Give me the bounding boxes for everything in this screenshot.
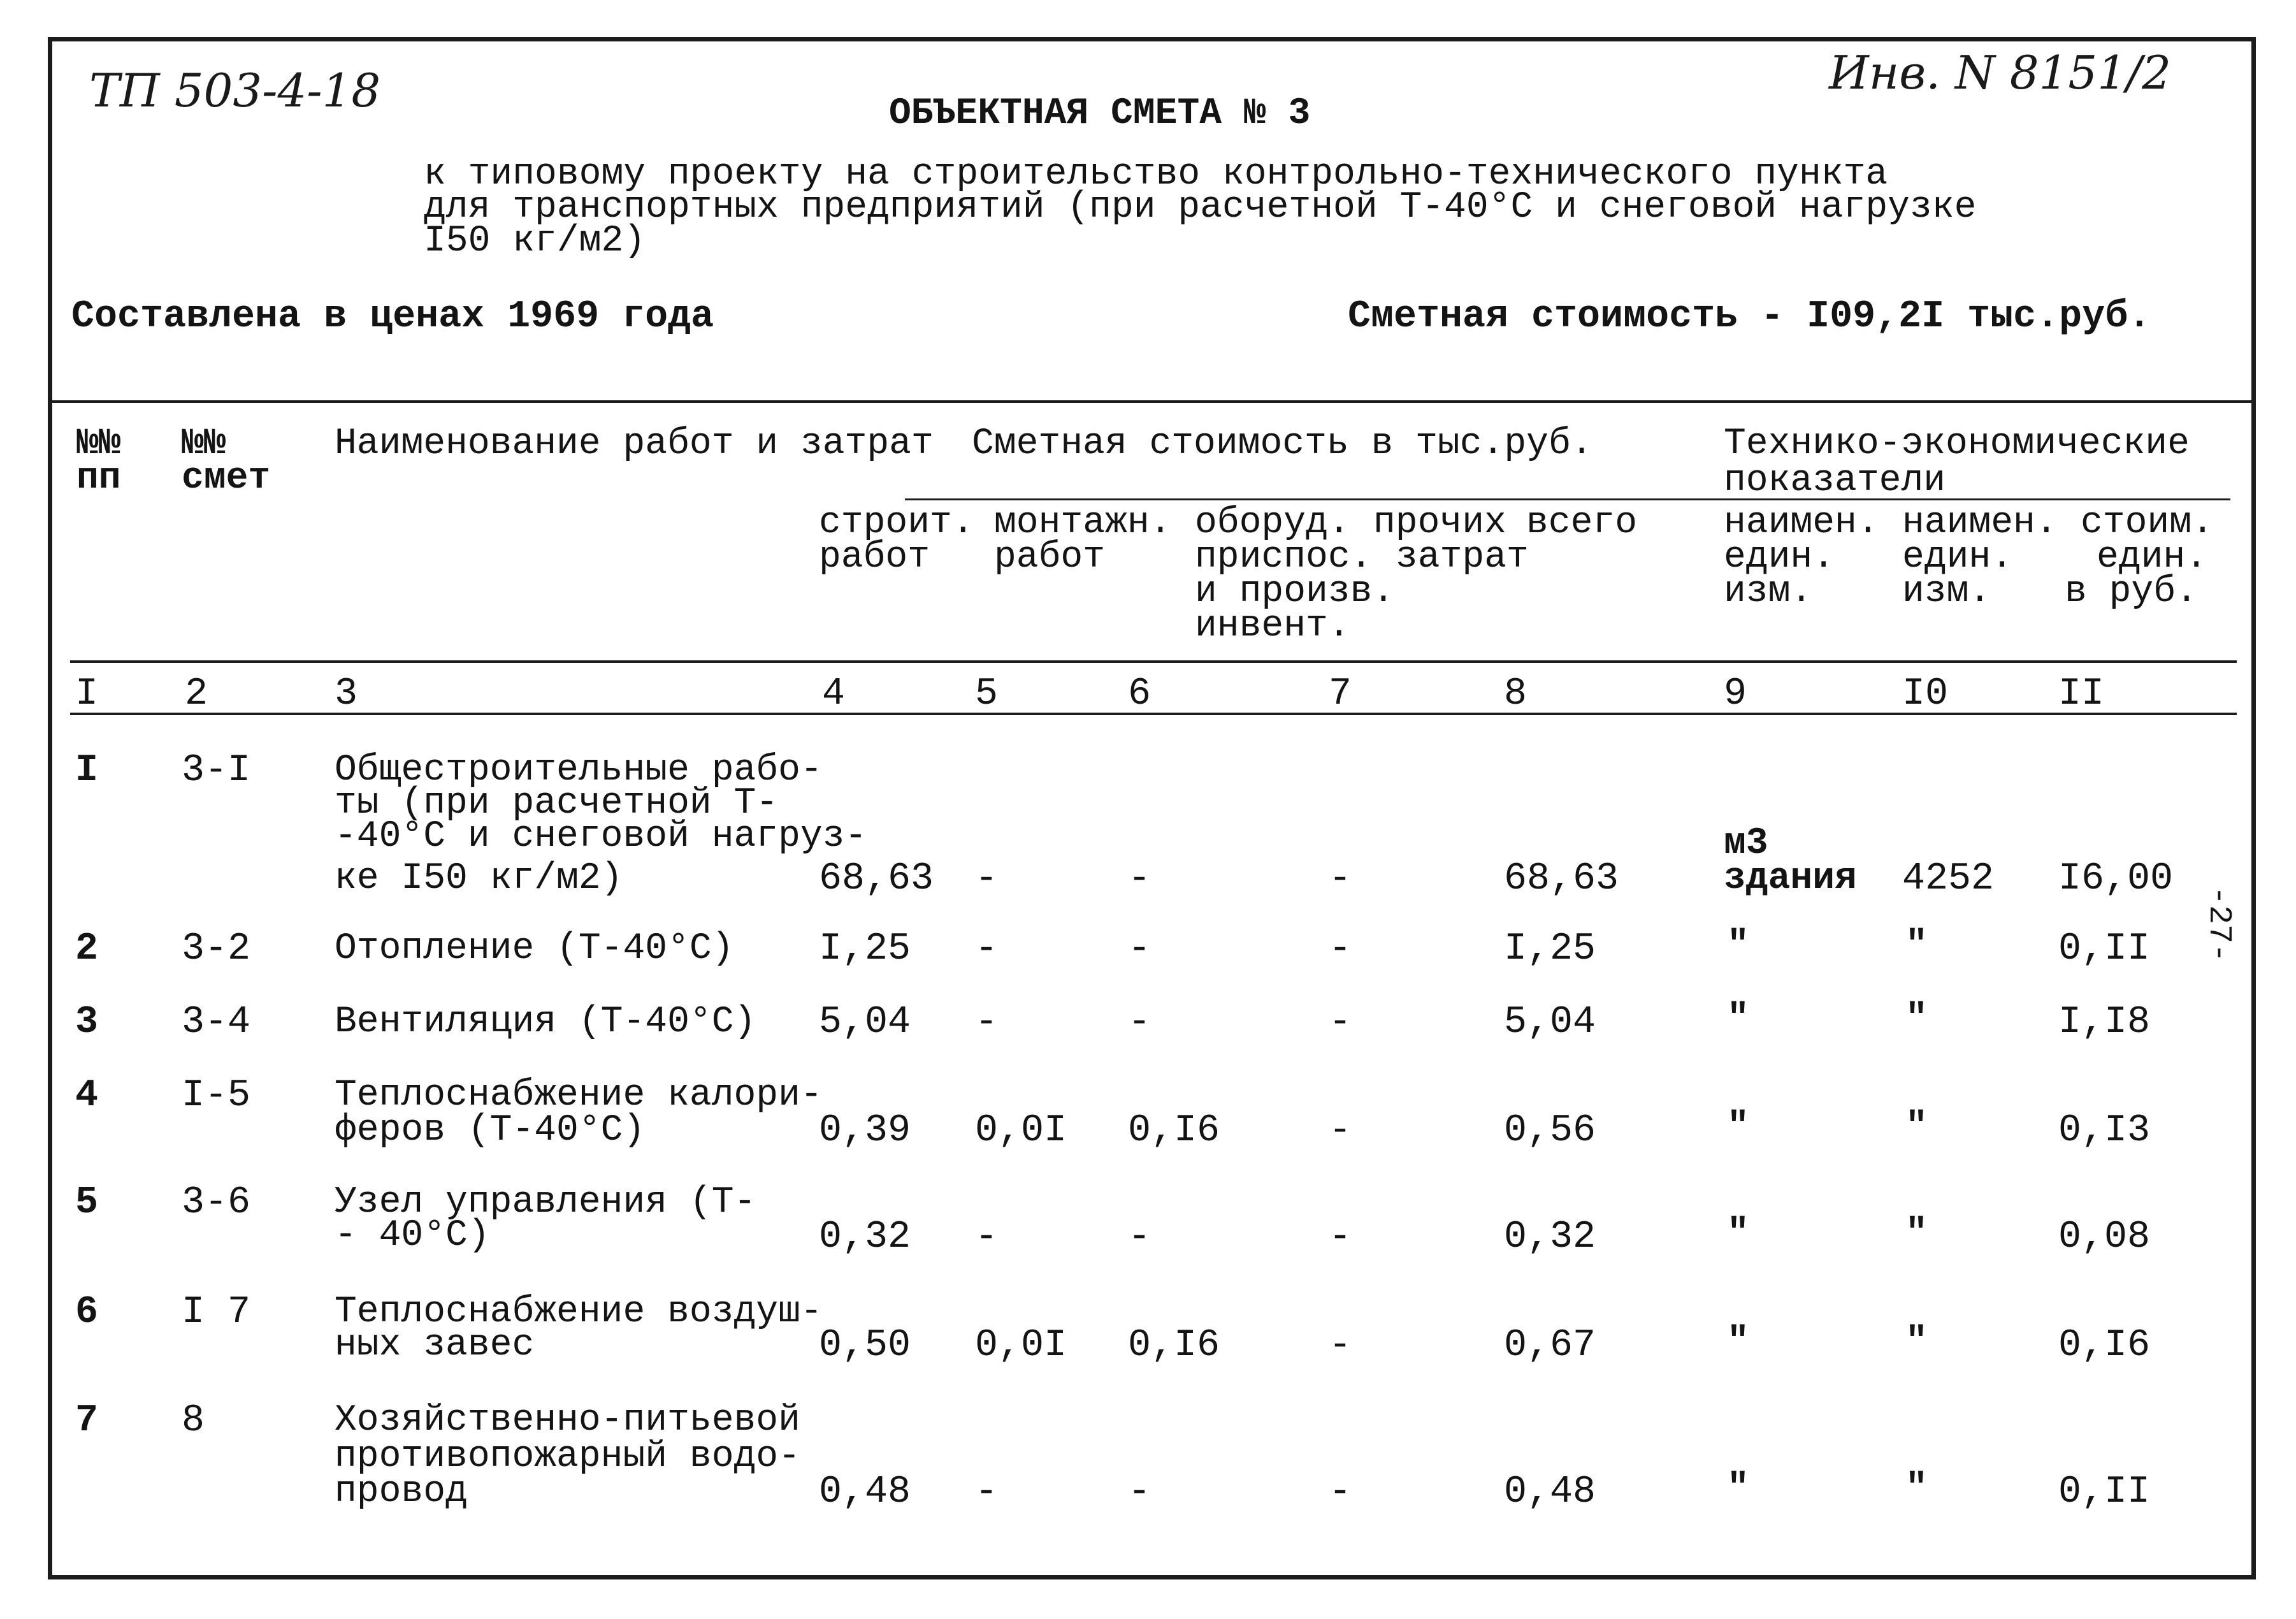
document-code: ТП 503-4-18 bbox=[89, 64, 381, 117]
row-name: ных завес bbox=[335, 1325, 535, 1366]
row-name: Вентиляция (Т-40°С) bbox=[335, 1001, 756, 1043]
row-c6: - bbox=[1128, 1216, 1152, 1259]
column-number: 5 bbox=[975, 672, 999, 716]
header-col4: строит. bbox=[819, 502, 974, 544]
column-number: 7 bbox=[1329, 672, 1352, 716]
header-col9: наимен. bbox=[1724, 502, 1879, 544]
row-c11: I6,00 bbox=[2058, 857, 2174, 901]
header-col6: инвент. bbox=[1195, 606, 1350, 647]
page-number: -27- bbox=[2200, 886, 2237, 963]
header-col8: всего bbox=[1526, 502, 1638, 544]
row-c4: I,25 bbox=[819, 927, 911, 971]
row-name: противопожарный водо- bbox=[335, 1436, 800, 1477]
header-col11: в руб. bbox=[2065, 571, 2198, 613]
header-col1: №№ bbox=[76, 423, 121, 465]
row-c7: - bbox=[1329, 1216, 1352, 1259]
row-c11: 0,II bbox=[2058, 927, 2151, 971]
row-c8: 68,63 bbox=[1504, 857, 1619, 901]
row-name: ты (при расчетной Т- bbox=[335, 783, 779, 824]
row-smeta: 3-I bbox=[182, 749, 251, 792]
row-c9: м3 bbox=[1724, 823, 1768, 864]
header-bottom-line bbox=[70, 660, 2237, 663]
row-c11: 0,08 bbox=[2058, 1216, 2151, 1259]
header-col9: един. bbox=[1724, 537, 1835, 578]
column-number: I bbox=[75, 672, 99, 716]
row-index: 6 bbox=[75, 1291, 99, 1334]
row-c6: 0,I6 bbox=[1128, 1324, 1220, 1367]
row-c5: - bbox=[975, 927, 999, 971]
row-c5: - bbox=[975, 857, 999, 901]
header-col10: наимен. bbox=[1902, 502, 2058, 544]
header-subline bbox=[905, 498, 2230, 500]
row-c6: - bbox=[1128, 1470, 1152, 1514]
header-col10: един. bbox=[1902, 537, 2014, 578]
prices-year: Составлена в ценах 1969 года bbox=[71, 295, 714, 338]
row-c7: - bbox=[1329, 1470, 1352, 1514]
row-c4: 0,50 bbox=[819, 1324, 911, 1367]
row-c9: " bbox=[1727, 1468, 1749, 1509]
row-c4: 0,48 bbox=[819, 1470, 911, 1514]
row-name: Хозяйственно-питьевой bbox=[335, 1400, 800, 1441]
row-c10: " bbox=[1905, 1468, 1928, 1509]
row-c6: - bbox=[1128, 857, 1152, 901]
row-name: - 40°С) bbox=[335, 1215, 490, 1256]
header-col7: прочих bbox=[1373, 502, 1506, 544]
row-c6: 0,I6 bbox=[1128, 1109, 1220, 1152]
row-c6: - bbox=[1128, 1001, 1152, 1044]
column-number: 8 bbox=[1504, 672, 1527, 716]
header-col11: стоим. bbox=[2081, 502, 2214, 544]
header-col11: един. bbox=[2097, 537, 2208, 578]
column-number: 3 bbox=[335, 672, 358, 716]
row-smeta: 3-4 bbox=[182, 1001, 251, 1044]
header-col1: пп bbox=[76, 458, 121, 499]
column-number: 6 bbox=[1128, 672, 1152, 716]
row-c11: 0,II bbox=[2058, 1470, 2151, 1514]
row-c9: " bbox=[1727, 998, 1749, 1040]
header-col5: монтажн. bbox=[994, 502, 1172, 544]
row-c5: - bbox=[975, 1001, 999, 1044]
row-smeta: I 7 bbox=[182, 1291, 251, 1334]
row-name: Теплоснабжение калори- bbox=[335, 1075, 823, 1116]
row-c7: - bbox=[1329, 1001, 1352, 1044]
header-col3: Наименование работ и затрат bbox=[335, 423, 934, 465]
row-name: провод bbox=[335, 1471, 468, 1513]
header-col2: №№ bbox=[182, 423, 226, 465]
subtitle-line: I50 кг/м2) bbox=[424, 221, 646, 262]
row-name: Узел управления (Т- bbox=[335, 1182, 756, 1223]
header-col6: и произв. bbox=[1195, 571, 1395, 613]
header-col6: оборуд. bbox=[1195, 502, 1350, 544]
row-index: I bbox=[75, 749, 99, 792]
row-c10: " bbox=[1905, 998, 1928, 1040]
document-title: ОБЪЕКТНАЯ СМЕТА № 3 bbox=[889, 93, 1311, 134]
inventory-number: Инв. N 8151/2 bbox=[1829, 46, 2172, 99]
header-col10: изм. bbox=[1902, 571, 1991, 613]
row-index: 3 bbox=[75, 1001, 99, 1044]
row-index: 2 bbox=[75, 927, 99, 971]
header-col5: работ bbox=[994, 537, 1106, 578]
header-col7: затрат bbox=[1396, 537, 1529, 578]
row-c10: " bbox=[1905, 925, 1928, 966]
column-number: I0 bbox=[1902, 672, 1949, 716]
row-c8: I,25 bbox=[1504, 927, 1596, 971]
header-col9: изм. bbox=[1724, 571, 1813, 613]
row-c8: 0,56 bbox=[1504, 1109, 1596, 1152]
row-name: Теплоснабжение воздуш- bbox=[335, 1291, 823, 1333]
column-number-line bbox=[70, 713, 2237, 715]
row-c11: 0,I6 bbox=[2058, 1324, 2151, 1367]
header-col6: приспос. bbox=[1195, 537, 1373, 578]
row-smeta: 3-6 bbox=[182, 1181, 251, 1224]
row-c8: 0,32 bbox=[1504, 1216, 1596, 1259]
subtitle-line: к типовому проекту на строительство контрольно-технического пункта bbox=[424, 154, 1888, 195]
header-group-cost: Сметная стоимость в тыс.руб. bbox=[972, 423, 1593, 465]
column-number: 9 bbox=[1724, 672, 1747, 716]
row-smeta: 8 bbox=[182, 1399, 205, 1442]
row-c11: I,I8 bbox=[2058, 1001, 2151, 1044]
row-c8: 5,04 bbox=[1504, 1001, 1596, 1044]
row-c10: " bbox=[1905, 1107, 1928, 1148]
row-c10: " bbox=[1905, 1213, 1928, 1254]
row-c5: - bbox=[975, 1470, 999, 1514]
row-c5: 0,0I bbox=[975, 1109, 1067, 1152]
header-col4: работ bbox=[819, 537, 930, 578]
header-col2: смет bbox=[182, 458, 271, 499]
estimated-cost: Сметная стоимость - I09,2I тыс.руб. bbox=[1348, 295, 2151, 338]
row-c4: 0,32 bbox=[819, 1216, 911, 1259]
row-c7: - bbox=[1329, 857, 1352, 901]
column-number: II bbox=[2058, 672, 2105, 716]
column-number: 4 bbox=[822, 672, 846, 716]
row-c8: 0,67 bbox=[1504, 1324, 1596, 1367]
row-name: Общестроительные рабо- bbox=[335, 750, 823, 791]
header-group-tech: показатели bbox=[1724, 460, 1946, 502]
row-c7: - bbox=[1329, 927, 1352, 971]
row-c9: " bbox=[1727, 1321, 1749, 1363]
row-c9: " bbox=[1727, 925, 1749, 966]
row-name: -40°С и снеговой нагруз- bbox=[335, 816, 867, 857]
row-index: 4 bbox=[75, 1074, 99, 1117]
row-c9: здания bbox=[1724, 858, 1857, 899]
row-c9: " bbox=[1727, 1213, 1749, 1254]
row-c7: - bbox=[1329, 1324, 1352, 1367]
row-c5: - bbox=[975, 1216, 999, 1259]
column-number: 2 bbox=[185, 672, 208, 716]
row-name: Отопление (Т-40°С) bbox=[335, 928, 734, 969]
row-c10: " bbox=[1905, 1321, 1928, 1363]
row-index: 7 bbox=[75, 1399, 99, 1442]
row-smeta: 3-2 bbox=[182, 927, 251, 971]
row-c4: 68,63 bbox=[819, 857, 934, 901]
row-c4: 0,39 bbox=[819, 1109, 911, 1152]
header-separator bbox=[52, 400, 2252, 403]
row-c5: 0,0I bbox=[975, 1324, 1067, 1367]
row-c6: - bbox=[1128, 927, 1152, 971]
row-c9: " bbox=[1727, 1107, 1749, 1148]
row-c11: 0,I3 bbox=[2058, 1109, 2151, 1152]
row-index: 5 bbox=[75, 1181, 99, 1224]
row-name: феров (Т-40°С) bbox=[335, 1110, 646, 1151]
row-c10: 4252 bbox=[1902, 857, 1995, 901]
row-name: ке I50 кг/м2) bbox=[335, 858, 623, 899]
row-c4: 5,04 bbox=[819, 1001, 911, 1044]
row-smeta: I-5 bbox=[182, 1074, 251, 1117]
row-c8: 0,48 bbox=[1504, 1470, 1596, 1514]
subtitle-line: для транспортных предприятий (при расчетной Т-40°С и снеговой нагрузке bbox=[424, 187, 1977, 228]
row-c7: - bbox=[1329, 1109, 1352, 1152]
header-group-tech: Технико-экономические bbox=[1724, 423, 2190, 465]
